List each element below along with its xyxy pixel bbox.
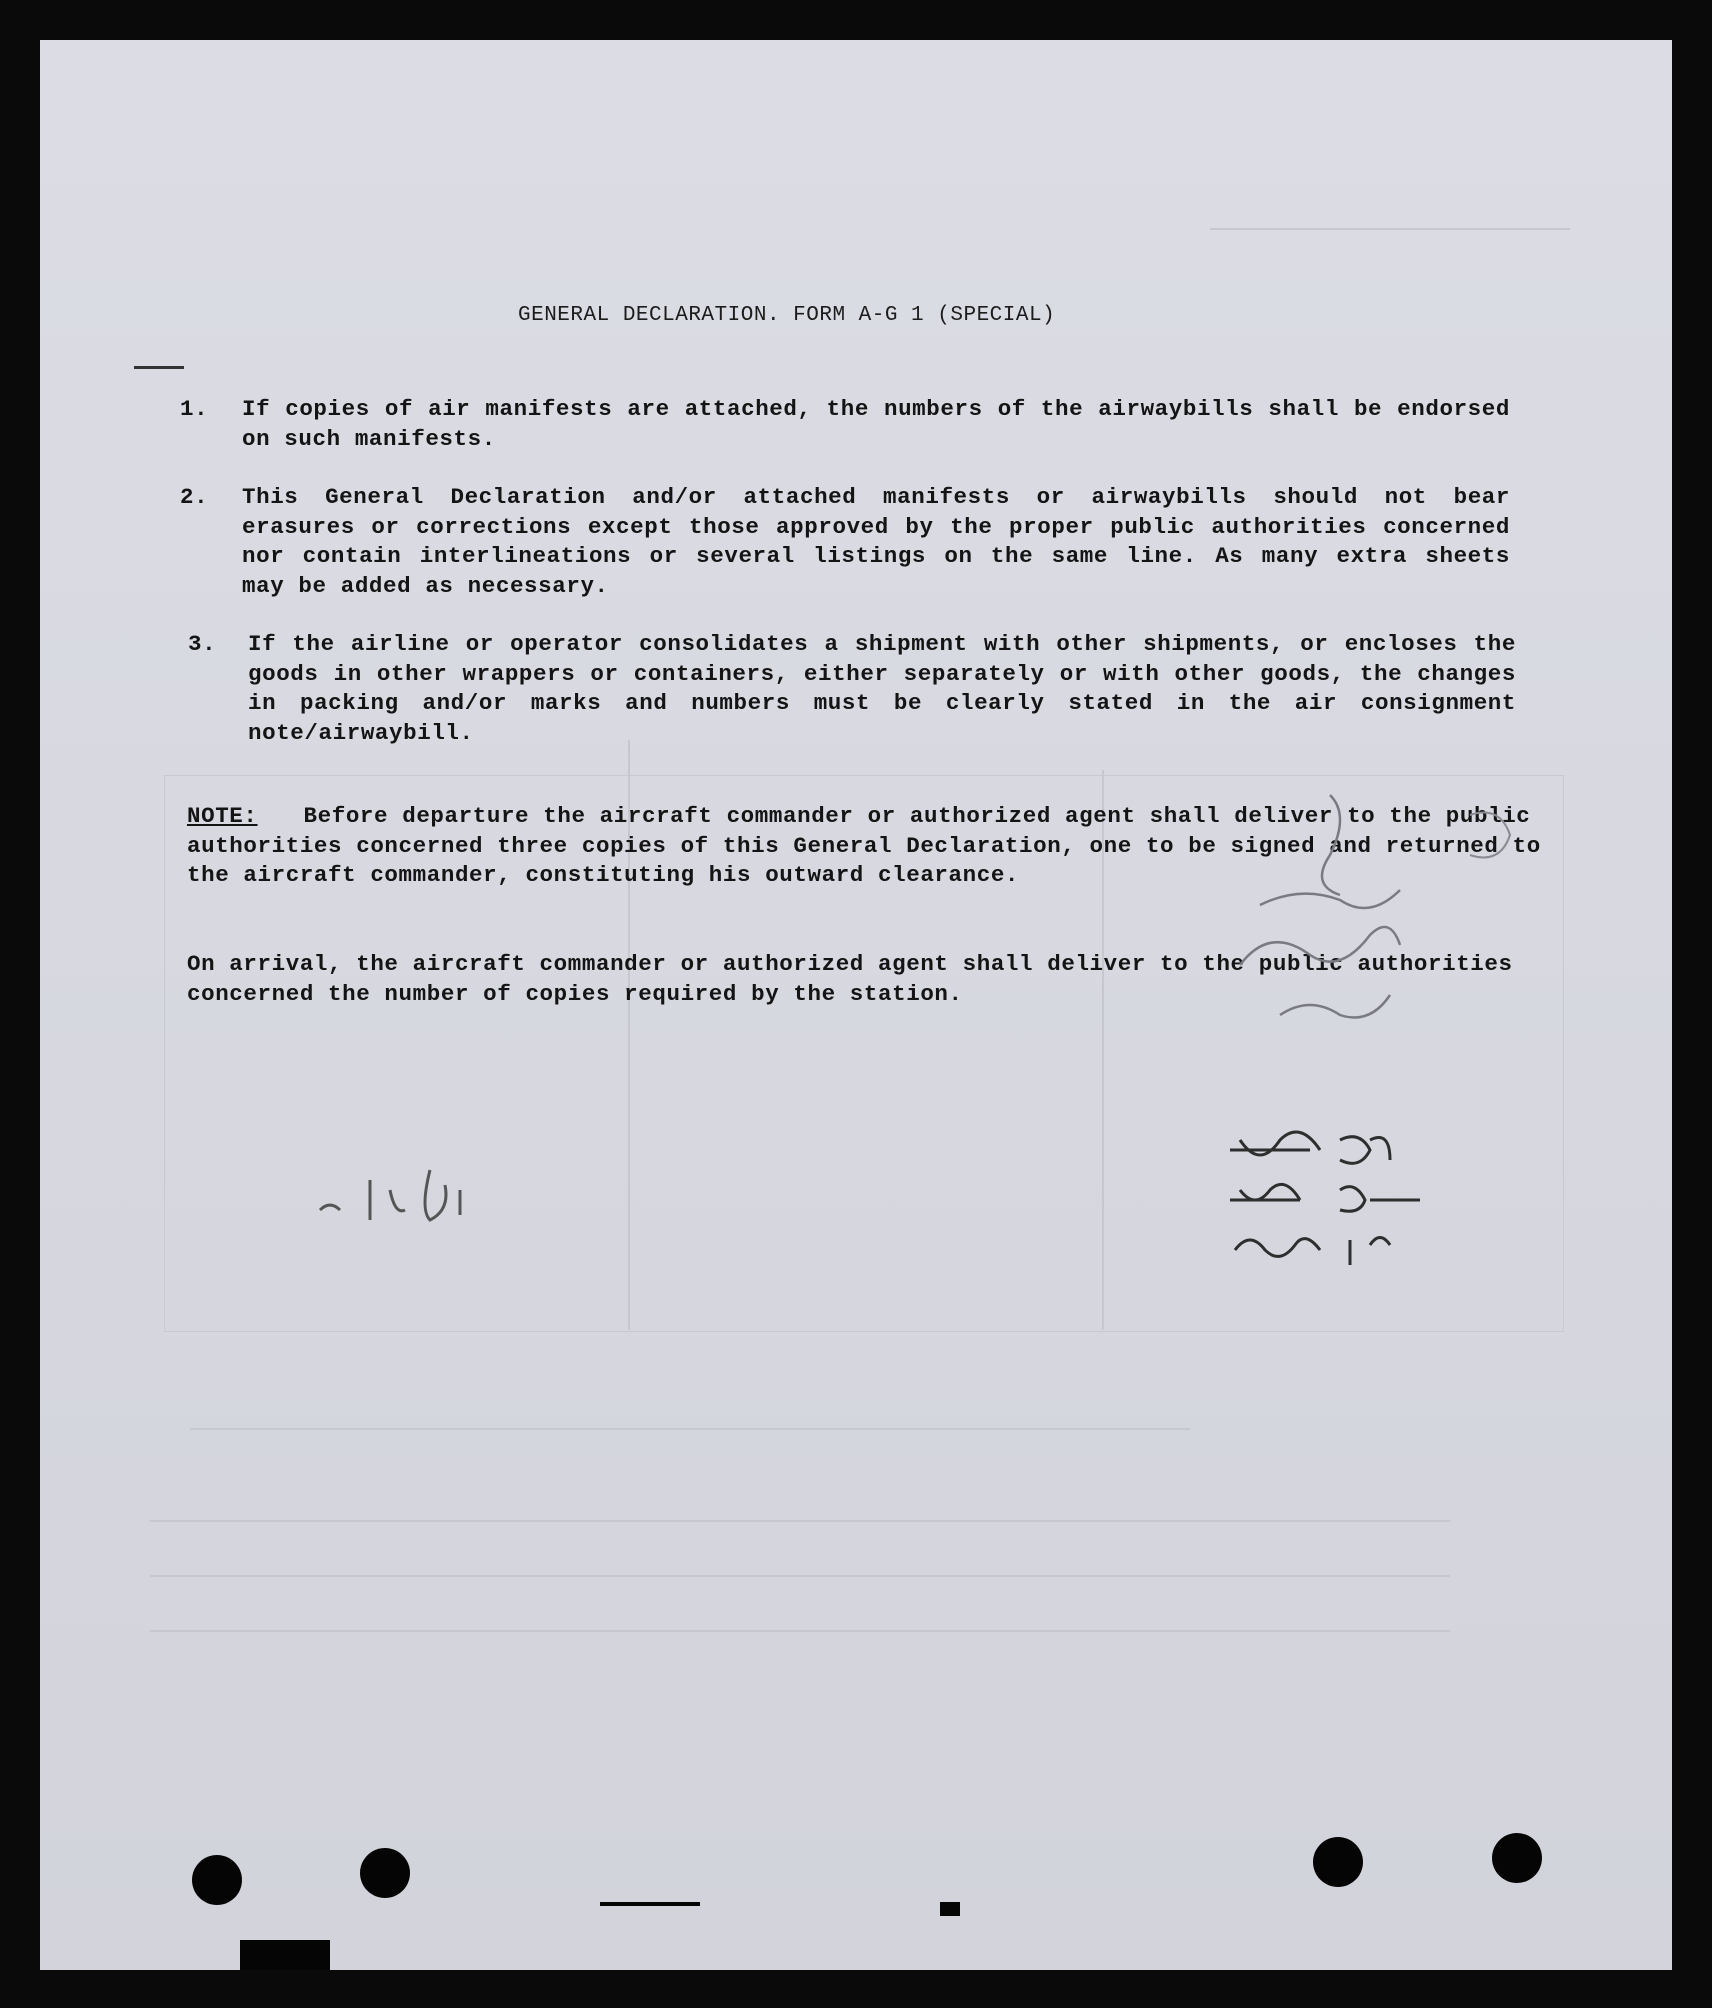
note-label: NOTE: bbox=[187, 803, 258, 829]
punch-hole bbox=[192, 1855, 242, 1905]
document-title: GENERAL DECLARATION. FORM A-G 1 (SPECIAL) bbox=[518, 304, 1056, 327]
document-page bbox=[40, 40, 1672, 1970]
bleed-through-rule bbox=[150, 1520, 1450, 1522]
punch-hole bbox=[1492, 1833, 1542, 1883]
item-text: This General Declaration and/or attached manifests or airwaybills should not bear erasures or corrections except those approved by the proper public authorities concerned nor contain interlineations or several listings on the same line. As many extra sheets may be added as necessary. bbox=[242, 484, 1510, 599]
handwritten-figures bbox=[1220, 1120, 1460, 1310]
scan-artifact bbox=[940, 1902, 960, 1916]
note-text: Before departure the aircraft commander or authorized agent shall deliver to the public authorities concerned three copies of this General Declaration, one to be signed and returned to the aircraft commander, constituting his outward clearance. bbox=[187, 803, 1541, 888]
item-text: If the airline or operator consolidates a shipment with other shipments, or encloses the goods in other wrappers or containers, either separately or with other goods, the changes in packing and/or marks and numbers must be clearly stated in the air consignment note/airwaybill. bbox=[248, 631, 1516, 746]
item-number: 3. bbox=[188, 631, 217, 657]
instruction-item bbox=[180, 630, 1560, 750]
item-number: 1. bbox=[180, 396, 209, 422]
item-number: 2. bbox=[180, 484, 209, 510]
scan-artifact bbox=[240, 1940, 330, 1970]
bleed-through-rule bbox=[150, 1575, 1450, 1577]
punch-hole bbox=[1313, 1837, 1363, 1887]
scan-artifact bbox=[600, 1902, 700, 1906]
handwritten-signature bbox=[1220, 785, 1600, 1085]
arrival-paragraph: On arrival, the aircraft commander or authorized agent shall deliver to the public authorities concerned the number of copies required by the station. bbox=[187, 951, 1513, 1007]
margin-mark bbox=[134, 366, 184, 369]
bleed-through-rule bbox=[1210, 228, 1570, 230]
bleed-through-rule bbox=[190, 1428, 1190, 1430]
instruction-item bbox=[180, 395, 1560, 455]
item-text: If copies of air manifests are attached, the numbers of the airwaybills shall be endorsed on such manifests. bbox=[242, 396, 1510, 452]
bleed-through-rule bbox=[150, 1630, 1450, 1632]
punch-hole bbox=[360, 1848, 410, 1898]
instruction-item bbox=[180, 483, 1560, 603]
handwritten-annotation-left bbox=[310, 1160, 510, 1240]
